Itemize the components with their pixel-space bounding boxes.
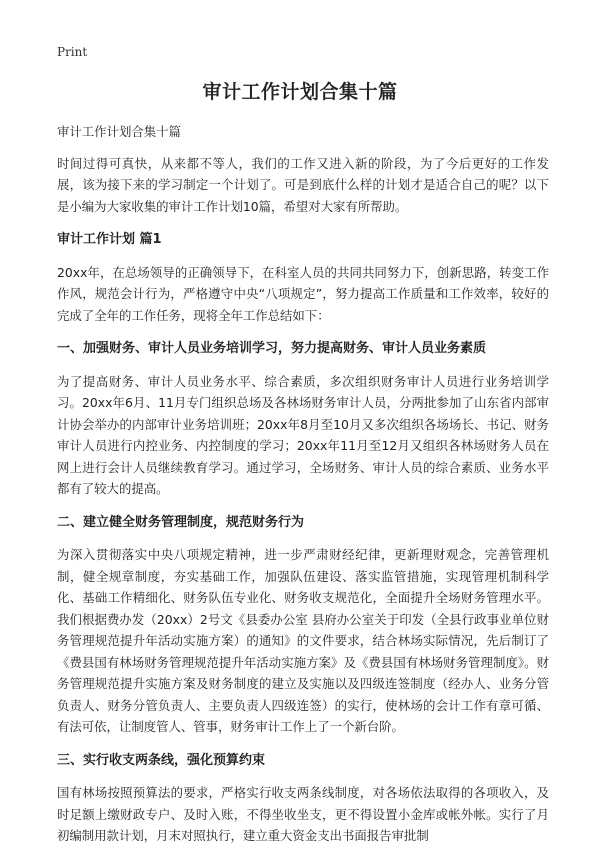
document-body xyxy=(57,121,549,859)
section1-heading: 一、加强财务、审计人员业务培训学习，努力提高财务、审计人员业务素质 xyxy=(57,341,487,356)
document-subtitle: 审计工作计划合集十篇 xyxy=(57,124,181,139)
intro-paragraph: 时间过得可真快，从来都不等人，我们的工作又进入新的阶段，为了今后更好的工作发展，该为接下来的学习制定一个计划了。可是到底什么样的计划才是适合自己的呢？以下是小编为大家收集的审计工作计划10篇，希望对大家有所帮助。 xyxy=(57,155,549,214)
section2-heading: 二、建立健全财务管理制度，规范财务行为 xyxy=(57,514,305,530)
part1-intro-paragraph: 20xx年，在总场领导的正确领导下，在科室人员的共同共同努力下，创新思路，转变工作作风，规范会计行为，严格遵守中央“八项规定”，努力提高工作质量和工作效率，较好的完成了全年的工作任务，现将全年工作总结如下： xyxy=(57,264,549,323)
print-link[interactable]: Print xyxy=(57,45,88,59)
section2-paragraph: 为深入贯彻落实中央八项规定精神，进一步严肃财经纪律，更新理财观念，完善管理机制，健全规章制度，夯实基础工作，加强队伍建设、落实监管措施，实现管理机制科学化、基础工作精细化、财务队伍专业化、财务收支规范化，全面提升全场财务管理水平。我们根据费办发（20xx）2号文《县委办公室 县府办公室关于印发（全县行政事业单位财务管理规范提升年活动实施方案）的通知》的文件要求，结合林场实际情况，先后制订了《费县国有林场财务管理规范提升年活动实施方案》及《费县国有林场财务管理制度》。财务管理规范提升实施方案及财务制度的建立及实施以及四级连签制度（经办人、业务分管负责人、财务分管负责人、主要负责人四级连签）的实行，使林场的会计工作有章可循、有法可依，让制度管人、管事，财务审计工作上了一个新台阶。 xyxy=(57,547,549,734)
document-title: 审计工作计划合集十篇 xyxy=(202,81,398,103)
section1-paragraph: 为了提高财务、审计人员业务水平、综合素质，多次组织财务审计人员进行业务培训学习。20xx年6月、11月专门组织总场及各林场财务审计人员，分两批参加了山东省内部审计协会举办的内部审计业务培训班；20xx年8月至10月又多次组织各场场长、书记、财务审计人员进行内控业务、内控制度的学习；20xx年11月至12月又组织各林场财务人员在网上进行会计人员继续教育学习。通过学习，全场财务、审计人员的综合素质、业务水平都有了较大的提高。 xyxy=(57,373,549,496)
part1-heading: 审计工作计划 篇1 xyxy=(57,232,162,247)
section3-paragraph: 国有林场按照预算法的要求，严格实行收支两条线制度，对各场依法取得的各项收入，及时足额上缴财政专户、及时入账，不得坐收坐支，更不得设置小金库或帐外帐。实行了月初编制用款计划，月末对照执行，建立重大资金支出书面报告审批制 xyxy=(57,785,549,843)
section3-heading: 三、实行收支两条线，强化预算约束 xyxy=(57,752,266,768)
